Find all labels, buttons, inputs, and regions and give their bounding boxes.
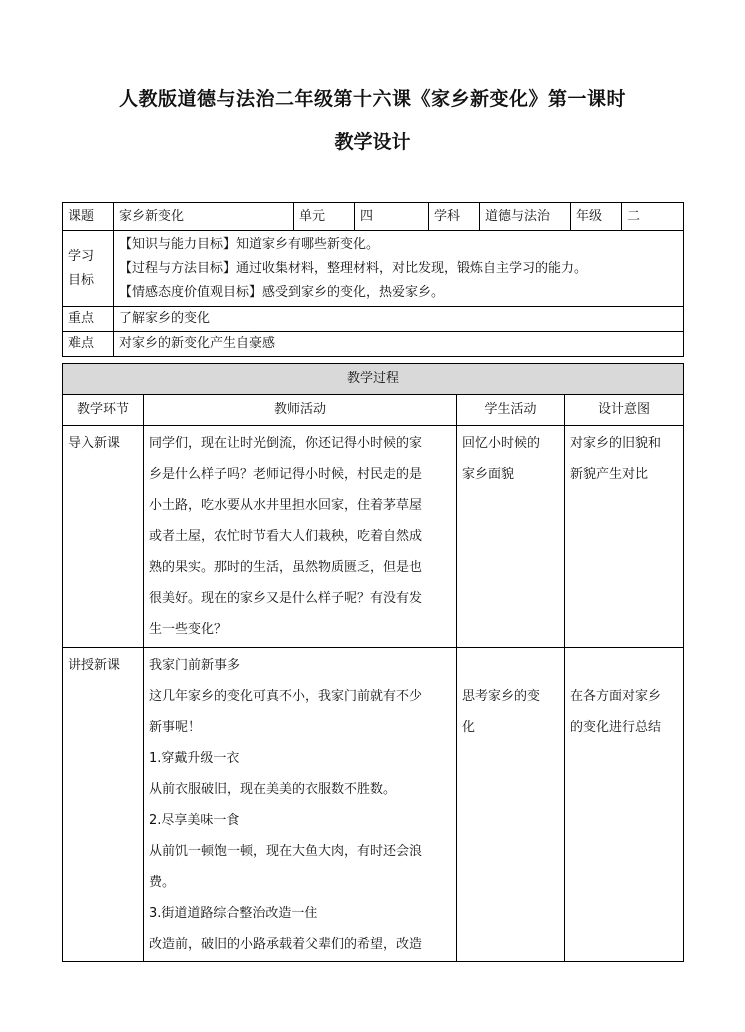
design-intent-cell (565, 648, 684, 962)
stage-text: 导入新课 (68, 436, 121, 451)
text-line: 这几年家乡的变化可真不小，我家门前就有不少 (149, 689, 423, 704)
text-line: 思考家乡的变 (462, 689, 541, 704)
goals-cell (114, 231, 684, 307)
text-line: 熟的果实。那时的生活，虽然物质匮乏，但是也 (149, 560, 423, 575)
teacher-activity-cell (144, 648, 457, 962)
text-line: 2.尽享美味一食 (149, 813, 240, 828)
key-point-label: 重点 (63, 307, 114, 332)
difficulty-value: 对家乡的新变化产生自豪感 (114, 332, 684, 357)
unit-label: 单元 (294, 203, 355, 231)
key-point-value: 了解家乡的变化 (114, 307, 684, 332)
document-title: 人教版道德与法治二年级第十六课《家乡新变化》第一课时 (118, 88, 626, 110)
text-line: 化 (462, 720, 476, 735)
text-line: 新事呢！ (149, 720, 202, 735)
text-line: 从前饥一顿饱一顿，现在大鱼大肉，有时还会浪 (149, 844, 423, 859)
text-line: 或者土屋，农忙时节看大人们栽秧，吃着自然成 (149, 529, 423, 544)
text-line: 很美好。现在的家乡又是什么样子呢？有没有发 (149, 591, 423, 606)
goals-label (63, 231, 114, 307)
text-line: 生一些变化？ (149, 622, 228, 637)
text-line: 我家门前新事多 (149, 658, 241, 673)
difficulty-label: 难点 (63, 332, 114, 357)
column-header-student: 学生活动 (457, 395, 565, 426)
unit-value: 四 (355, 203, 429, 231)
design-intent-cell (565, 426, 684, 648)
column-header-teacher: 教师活动 (144, 395, 457, 426)
subject-label: 学科 (429, 203, 480, 231)
text-line: 乡是什么样子吗？老师记得小时候，村民走的是 (149, 467, 423, 482)
text-line: 小土路，吃水要从水井里担水回家，住着茅草屋 (149, 498, 423, 513)
process-header: 教学过程 (63, 364, 684, 395)
subject-value: 道德与法治 (480, 203, 571, 231)
goal-item: 【情感态度价值观目标】感受到家乡的变化，热爱家乡。 (119, 284, 445, 300)
stage-cell (63, 426, 144, 648)
table-row (63, 426, 684, 648)
teaching-process-table (62, 363, 684, 962)
teacher-activity-cell (144, 426, 457, 648)
stage-text: 讲授新课 (68, 658, 121, 673)
goal-item: 【知识与能力目标】知道家乡有哪些新变化。 (119, 236, 380, 252)
column-header-stage: 教学环节 (63, 395, 144, 426)
document-subtitle: 教学设计 (334, 131, 411, 153)
goals-label-line2: 目标 (68, 272, 95, 288)
table-row (63, 648, 684, 962)
lesson-label: 课题 (63, 203, 114, 231)
column-header-intent: 设计意图 (565, 395, 684, 426)
text-line: 回忆小时候的 (462, 436, 541, 451)
text-line: 1.穿戴升级一衣 (149, 751, 240, 766)
text-line: 费。 (149, 875, 176, 890)
text-line: 改造前，破旧的小路承载着父辈们的希望，改造 (149, 937, 423, 952)
text-line: 在各方面对家乡 (570, 689, 662, 704)
goals-label-line1: 学习 (68, 248, 95, 264)
text-line: 家乡面貌 (462, 467, 515, 482)
stage-cell (63, 648, 144, 962)
text-line: 从前衣服破旧，现在美美的衣服数不胜数。 (149, 782, 397, 797)
goal-item: 【过程与方法目标】通过收集材料，整理材料，对比发现，锻炼自主学习的能力。 (119, 260, 588, 276)
lesson-value: 家乡新变化 (114, 203, 294, 231)
text-line: 对家乡的旧貌和 (570, 436, 662, 451)
grade-label: 年级 (571, 203, 622, 231)
lesson-info-table (62, 202, 684, 357)
student-activity-cell (457, 648, 565, 962)
text-line: 新貌产生对比 (570, 467, 649, 482)
student-activity-cell (457, 426, 565, 648)
text-line: 3.街道道路综合整治改造一住 (149, 906, 318, 921)
text-line: 同学们，现在让时光倒流，你还记得小时候的家 (149, 436, 423, 451)
text-line: 的变化进行总结 (570, 720, 662, 735)
grade-value: 二 (622, 203, 684, 231)
